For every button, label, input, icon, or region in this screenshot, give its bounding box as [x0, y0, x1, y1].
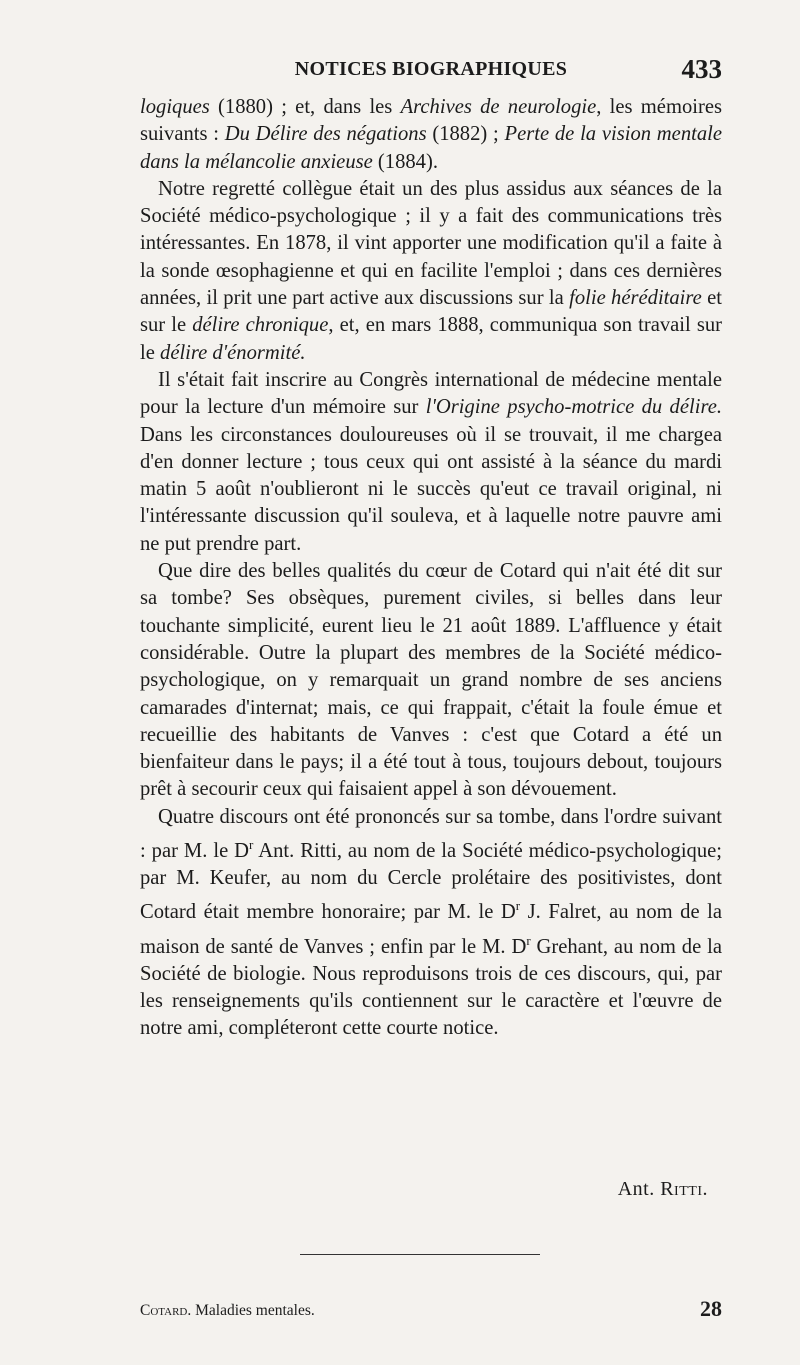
footer-rule — [300, 1254, 540, 1255]
italic-run: folie héréditaire — [569, 287, 702, 310]
footer-author: Cotard. — [140, 1302, 192, 1319]
page-number: 433 — [681, 53, 722, 84]
text-run: Dans les circonstances douloureuses où il se trouvait, il me chargea d'en donner lecture ; tous ceux qui ont assisté à la séance du mardi matin 5 août n'oublieront ni le succès qu'eut ce travail original, ni l'intéressante discussion qu'il souleva, et à laquelle notre pauvre ami ne put prendre part. — [140, 423, 722, 555]
text-run: Quatre discours ont été prononcés sur sa tombe, dans l'ordre suivant : par M. le D — [140, 805, 722, 862]
text-run: Que dire des belles qualités du cœur de Cotard qui n'ait été dit sur sa tombe? Ses obsèques, purement civiles, si belles dans leur touchante simplicité, eurent lieu le 21 août 1889. L'affluence y était considérable. Outre la plupart des membres de la Société médico-psychologique, on y remarquait un grand nombre de ses anciens camarades d'internat; mais, ce qui frappait, c'était la foule émue et recueillie des habitants de Vanves : c'est que Cotard a été un bienfaiteur dans le pays; il a été tout à tous, toujours debout, toujours prêt à secourir ceux qui faisaient appel à son dévouement. — [140, 560, 722, 801]
body-text — [140, 94, 722, 1043]
text-run: J. Falret, au nom de la maison de santé de Vanves ; enfin par le M. D — [140, 901, 723, 958]
text-run: (1880) ; et, dans les — [209, 96, 401, 118]
author-signature — [618, 1178, 708, 1201]
text-run: (1884). — [372, 150, 438, 173]
paragraph-4 — [140, 558, 722, 804]
superscript: r — [515, 898, 521, 914]
footer-book-title — [140, 1302, 315, 1322]
italic-run: logiques — [140, 96, 210, 118]
italic-run: délire chronique — [192, 314, 329, 337]
italic-run: l'Origine psycho-motrice du délire. — [425, 396, 722, 419]
signature-surname: Ritti. — [660, 1178, 708, 1200]
superscript: r — [249, 837, 254, 853]
signature-first-name: Ant. — [617, 1178, 655, 1200]
text-run: , et, en mars 1888, communiqua son travail sur le — [140, 314, 722, 364]
page-header — [140, 52, 722, 86]
page-footer — [140, 1296, 722, 1322]
paragraph-3 — [140, 367, 722, 558]
running-title: NOTICES BIOGRAPHIQUES — [294, 57, 568, 80]
paragraph-1 — [140, 94, 722, 176]
superscript: r — [526, 932, 531, 948]
italic-run: Perte de la vision mentale dans la mélancolie anxieuse — [140, 123, 722, 173]
italic-run: Du Délire des négations — [224, 123, 427, 146]
text-run: Grehant, au nom de la Société de biologie. Nous reproduisons trois de ces discours, qui, par les renseignements qu'ils contiennent sur le caractère et l'œuvre de notre ami, compléteront cette courte notice. — [140, 935, 722, 1040]
paragraph-2 — [140, 176, 722, 367]
text-run: (1882) ; — [426, 123, 505, 146]
text-run: , les mémoires suivants : — [140, 96, 723, 146]
text-run: Il s'était fait inscrire au Congrès international de médecine mentale pour la lecture d'un mémoire sur — [140, 368, 722, 419]
text-run: Notre regretté collègue était un des plus assidus aux séances de la Société médico-psychologique ; il y a fait des communications très intéressantes. En 1878, il vint apporter une modification qu'il a faite à la sonde œsophagienne et qui en facilite l'emploi ; dans ces dernières années, il prit une part active aux discussions sur la — [140, 177, 722, 310]
italic-run: délire d'énormité. — [160, 341, 306, 364]
text-run: et sur le — [140, 287, 722, 337]
text-run: Ant. Ritti, au nom de la Société médico-psychologique; par M. Keufer, au nom du Cercle prolétaire des positivistes, dont Cotard était membre honoraire; par M. le D — [140, 839, 722, 924]
italic-run: Archives de neurologie — [400, 96, 597, 118]
paragraph-5 — [140, 804, 722, 1043]
signature-mark: 28 — [700, 1296, 722, 1321]
footer-title: Maladies mentales. — [195, 1302, 315, 1319]
